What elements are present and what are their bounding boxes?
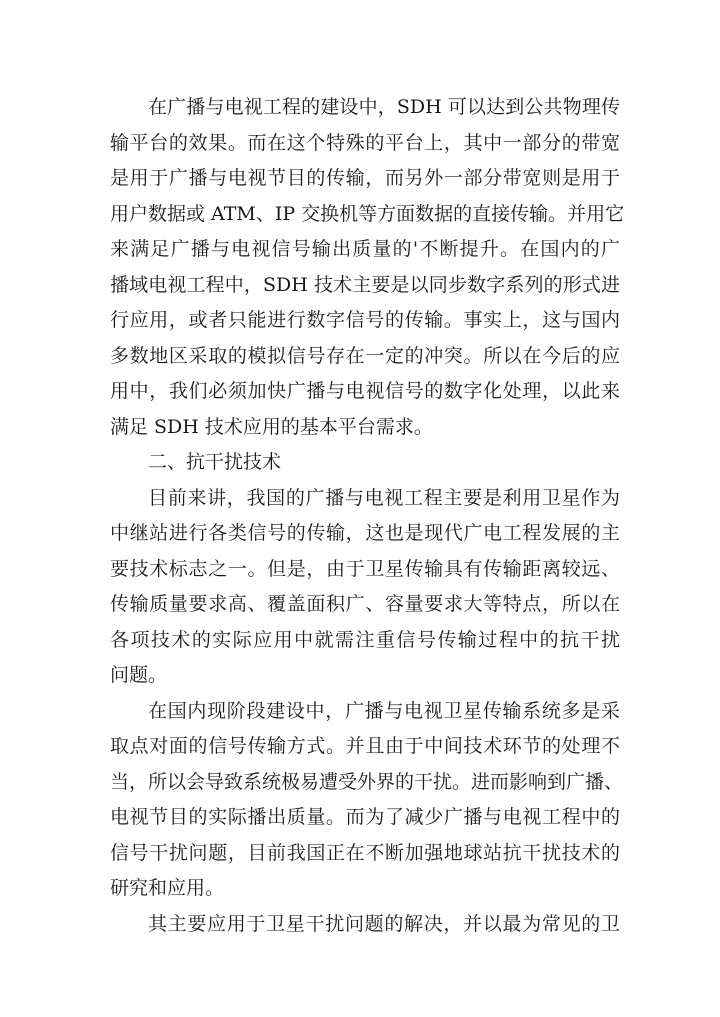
text-line: 是用于广播与电视节目的传输，而另外一部分带宽则是用于 (110, 167, 620, 189)
text-line: 要技术标志之一。但是，由于卫星传输具有传输距离较远、 (110, 557, 620, 580)
text-line: 在广播与电视工程的建设中，SDH 可以达到公共物理传 (148, 96, 620, 118)
section-heading: 二、抗干扰技术 (148, 451, 282, 473)
text-line: 目前来讲，我国的广播与电视工程主要是利用卫星作为 (148, 486, 620, 509)
text-line: 中继站进行各类信号的传输，这也是现代广电工程发展的主 (110, 522, 620, 544)
text-line: 用中，我们必须加快广播与电视信号的数字化处理，以此来 (110, 380, 620, 402)
text-line: 传输质量要求高、覆盖面积广、容量要求大等特点，所以在 (110, 593, 620, 615)
body-text (110, 90, 625, 942)
text-line: 满足 SDH 技术应用的基本平台需求。 (110, 415, 433, 438)
text-line: 输平台的效果。而在这个特殊的平台上，其中一部分的带宽 (110, 131, 620, 154)
text-line: 当，所以会导致系统极易遭受外界的干扰。进而影响到广播、 (110, 770, 624, 793)
text-line: 多数地区采取的模拟信号存在一定的冲突。所以在今后的应 (110, 344, 620, 367)
text-line: 取点对面的信号传输方式。并且由于中间技术环节的处理不 (110, 735, 620, 757)
text-line: 用户数据或 ATM、IP 交换机等方面数据的直接传输。并用它 (110, 202, 625, 225)
text-line: 电视节目的实际播出质量。而为了减少广播与电视工程中的 (110, 806, 620, 828)
text-line: 其主要应用于卫星干扰问题的解决，并以最为常见的卫 (148, 912, 620, 935)
text-line: 各项技术的实际应用中就需注重信号传输过程中的抗干扰 (110, 628, 620, 651)
text-line: 研究和应用。 (110, 877, 225, 899)
text-line: 来满足广播与电视信号输出质量的'不断提升。在国内的广 (110, 238, 620, 260)
text-line: 行应用，或者只能进行数字信号的传输。事实上，这与国内 (110, 309, 620, 331)
text-line: 信号干扰问题，目前我国正在不断加强地球站抗干扰技术的 (110, 841, 620, 864)
text-line: 问题。 (110, 664, 168, 686)
text-line: 在国内现阶段建设中，广播与电视卫星传输系统多是采 (148, 699, 620, 722)
text-line: 播域电视工程中，SDH 技术主要是以同步数字系列的形式进 (110, 273, 620, 296)
